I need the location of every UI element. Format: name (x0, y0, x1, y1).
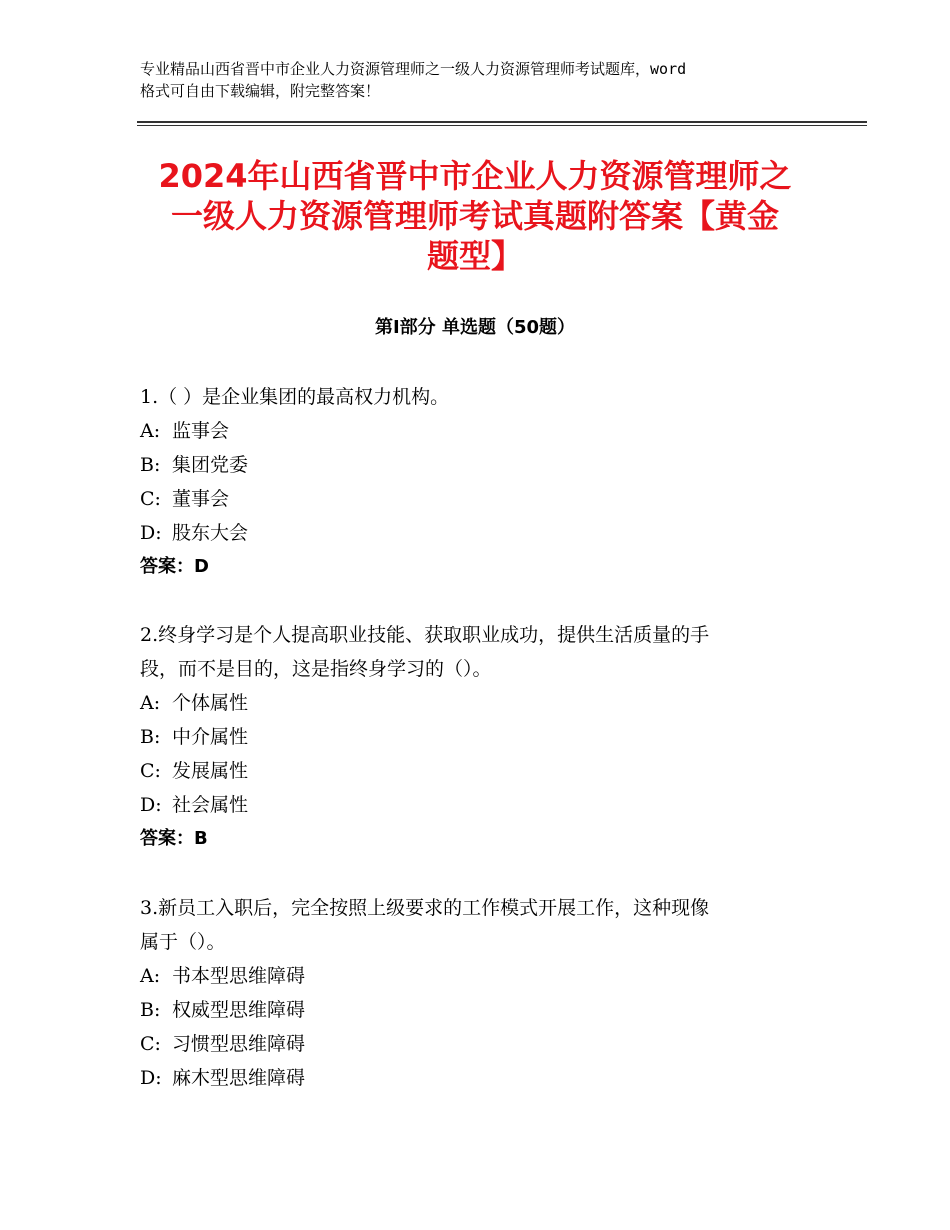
option-text: 权威型思维障碍 (172, 999, 306, 1021)
header-note-line-2: 格式可自由下载编辑，附完整答案！ (140, 82, 381, 100)
question-stem-line-2: 段，而不是目的，这是指终身学习的（）。 (140, 658, 492, 680)
option-text: 书本型思维障碍 (172, 965, 306, 987)
question-stem-line-1: 3.新员工入职后，完全按照上级要求的工作模式开展工作，这种现像 (140, 897, 710, 919)
option-letter: B: (140, 726, 161, 748)
document-title-line-2: 一级人力资源管理师考试真题附答案【黄金 (170, 197, 779, 235)
header-divider-thick (137, 121, 867, 123)
answer-label: 答案：B (140, 828, 208, 849)
option-letter: B: (140, 454, 161, 476)
header-divider-thin (137, 125, 867, 126)
header-note-line-1: 专业精品山西省晋中市企业人力资源管理师之一级人力资源管理师考试题库，word (140, 60, 687, 78)
option-text: 个体属性 (172, 692, 249, 714)
section-title: 第Ⅰ部分 单选题（50题） (374, 317, 575, 338)
document-title-line-1: 2024年山西省晋中市企业人力资源管理师之 (158, 157, 792, 195)
option-d (140, 1061, 820, 1095)
option-text: 社会属性 (172, 794, 249, 816)
option-text: 习惯型思维障碍 (172, 1033, 306, 1055)
question-stem-line-1: 2.终身学习是个人提高职业技能、获取职业成功，提供生活质量的手 (140, 624, 710, 646)
option-text: 监事会 (172, 420, 230, 442)
option-letter: A: (140, 965, 161, 987)
question-1 (140, 380, 820, 584)
question-2 (140, 618, 820, 856)
option-b (140, 448, 820, 482)
option-letter: A: (140, 692, 161, 714)
option-b (140, 993, 820, 1027)
option-letter: C: (140, 1033, 161, 1055)
option-c (140, 1027, 820, 1061)
option-text: 麻木型思维障碍 (172, 1067, 306, 1089)
option-d (140, 788, 820, 822)
option-text: 集团党委 (172, 454, 249, 476)
option-a (140, 686, 820, 720)
option-text: 股东大会 (172, 522, 249, 544)
option-a (140, 959, 820, 993)
option-letter: C: (140, 760, 161, 782)
document-title-line-3: 题型】 (426, 237, 523, 275)
question-stem: 1.（ ）是企业集团的最高权力机构。 (140, 386, 450, 408)
document-title (120, 156, 830, 276)
option-text: 董事会 (172, 488, 230, 510)
option-b (140, 720, 820, 754)
option-text: 发展属性 (172, 760, 249, 782)
option-d (140, 516, 820, 550)
answer-label: 答案：D (140, 556, 209, 577)
option-letter: A: (140, 420, 161, 442)
question-3 (140, 891, 820, 1095)
option-letter: B: (140, 999, 161, 1021)
option-a (140, 414, 820, 448)
option-letter: C: (140, 488, 161, 510)
option-letter: D: (140, 794, 162, 816)
option-letter: D: (140, 522, 162, 544)
option-letter: D: (140, 1067, 162, 1089)
question-stem-line-2: 属于（）。 (140, 931, 226, 953)
option-text: 中介属性 (172, 726, 249, 748)
option-c (140, 482, 820, 516)
option-c (140, 754, 820, 788)
header-note (140, 58, 840, 102)
